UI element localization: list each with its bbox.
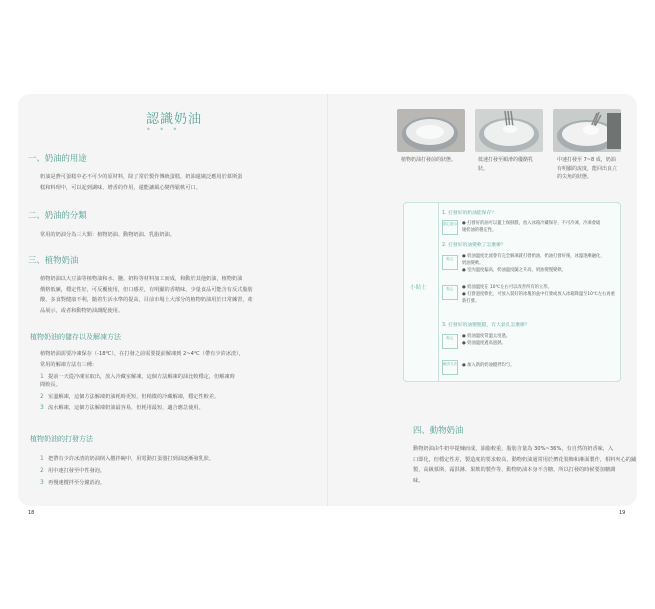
tip-tag: 貼心提示 (442, 220, 458, 235)
list-item: 1 把帶有少許冰渣的奶油倒入攪拌碗中，用電動打蛋器打到油逐漸發乳狀。 (40, 455, 215, 462)
photo-caption: 低速打發至順滑的優酪乳 狀。 (478, 157, 534, 172)
heading-uses: 一、奶油的用途 (28, 153, 87, 163)
heading-storage: 植物奶油的儲存以及解凍方法 (30, 333, 121, 341)
list-item: 2 室溫解凍，這個方法解凍奶油耗時更短，但稍微的冷藏解凍，穩定性較差。 (40, 393, 220, 400)
photo-caption: 植物奶油打發前的狀態。 (401, 157, 457, 163)
photo-cream-before (397, 109, 465, 152)
photo-cream-medium-speed (553, 109, 621, 152)
left-page (18, 94, 327, 516)
tips-label: 小貼士 (410, 285, 427, 291)
list-item: 3 流水解凍，這個方法解凍奶油最容易，但耗用最短，適合應急使用。 (40, 404, 204, 411)
heading-types: 二、奶油的分類 (28, 210, 87, 220)
heading-animal-cream: 四、動物奶油 (413, 425, 464, 435)
tip-answer: ● 奶油溫度在 10℃左右可以改善所有的立形。 ● 打發過度軟化，可放入裝好的冰塊的盆中打發或放入冰箱降溫至10℃左右再重 新打發。 (462, 285, 615, 304)
heading-vegetable-cream: 三、植物奶油 (28, 255, 79, 265)
photo-cream-low-speed (475, 109, 543, 152)
tip-question: 2. 打發好的油變軟了怎麼辦？ (442, 243, 506, 248)
tips-sidebar (404, 203, 439, 381)
tip-tag: 貼心 (442, 255, 458, 270)
tip-question: 1. 打發好的奶油能保存？ (442, 211, 497, 216)
tips-box (403, 202, 621, 382)
tip-tag: 解決方法 (442, 360, 458, 375)
title-dots: • • • (146, 125, 181, 134)
tip-question: 3. 打發好的油變粗糙，有大氣孔怎麼辦？ (442, 323, 530, 328)
tip-tag: 貼心 (442, 334, 458, 349)
uses-text: 奶油是費可蛋糕中必不可少的原材料，除了常於製作傳統蛋糕，奶油還廣泛應用於慕斯蛋 糕和料理中，可以起到調味、增香的作用，還能讓風心變得鬆軟可口。 (40, 174, 243, 191)
types-text: 常用的奶油分為三大類：植物奶油、動物奶油、乳脂奶油。 (40, 232, 175, 238)
heading-whipping: 植物奶油的打發方法 (30, 435, 93, 443)
page-number: 18 (28, 510, 35, 516)
tip-answer: ● 奶油溫度比流會有完全解凍就打發奶油，奶油打發好後，冰溫逐漸融化， 奶油變軟。 ● 室內溫度偏高，奶油溫度隨之升高，奶油變慢變軟。 (462, 254, 605, 273)
tip-answer: ● 打發好的油可以蓋上保鮮膜，放入冰箱冷藏保存，不可冷凍，冷凍會破 壞奶油的穩定性。 (462, 221, 601, 233)
right-page (327, 94, 637, 516)
tip-tag: 貼心 (442, 285, 458, 300)
vegetable-cream-text: 植物奶油以大豆油等植物油和水、鹽、奶粉等材料加工而成，和動於其他奶油，植物奶油 價格低廉，穩定性好，可反覆使用，但口感差，有明顯的香精味，少量食品可能含有反式脂肪 酸，多食對健康不利，隨着生活水準的提高，目前市場上大部分的植物奶油用於日常練習，產 品展示，或者和動物奶油調配使用。 (40, 276, 253, 314)
list-item: 1 提前一天從冷凍室取出，放入冷藏室解凍，這個方法解凍的油比較穩定，但解凍時 間較長。 (40, 373, 235, 388)
photo-caption: 中速打發至 7~8 成，奶油 有明顯的流度，能回出良立 的尖角的狀態。 (557, 157, 618, 180)
book-spread (18, 94, 637, 516)
storage-intro: 植物奶油需要冷凍保存（-18℃），在打發之前需要提前解凍到 2~4℃（帶有少許冰渣）， 常用的解凍方法有三種： (40, 351, 244, 368)
tip-answer: ● 加入新的奶油攪拌均勻。 (462, 363, 515, 368)
animal-cream-text: 動物奶油由牛奶中提煉而成，油脂較重，脂肪含量為 30%~36%，有自然的奶香味，入 口即化，但穩定性差，製造度的要求較高，動物奶油通常用於擠花裝飾和淋面製作，相料夾心的鋪 製，高級慕斯、霜淇淋、果飲的製作等，動物奶油本身不含糖，所以打發的時候要加糖調 味。 (413, 446, 637, 484)
page-title: 認識奶油 (145, 112, 202, 127)
list-item: 3 再慢速攪拌至分鐘消泡。 (40, 479, 106, 486)
tip-answer: ● 奶油溫度常溫太度過。 ● 奶油溫度過高過熱。 (462, 334, 511, 346)
list-item: 2 用中速打發至中性發泡。 (40, 467, 106, 474)
page-number: 19 (619, 510, 626, 516)
